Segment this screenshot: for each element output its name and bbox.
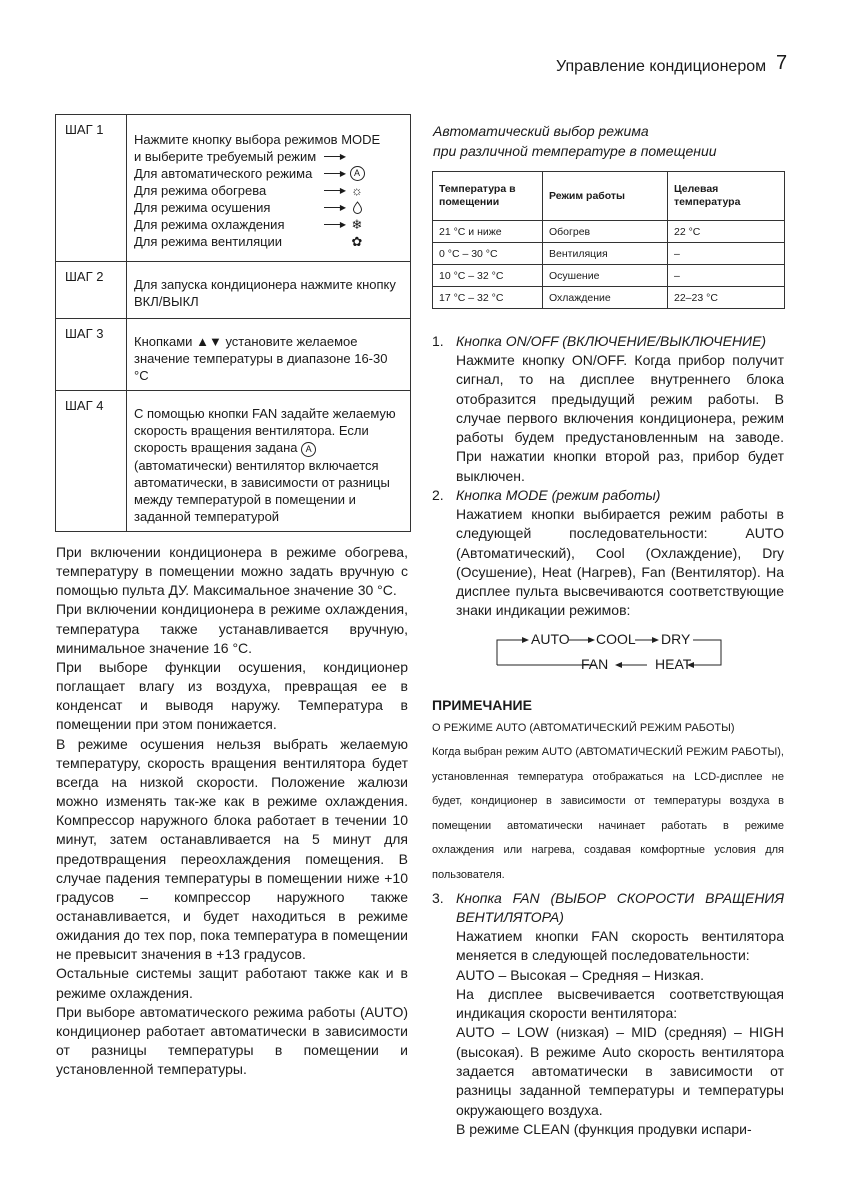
page-header-title: Управление кондиционером (556, 58, 767, 75)
table-cell: Осушение (543, 265, 668, 287)
mode-label: Для режима осушения (134, 200, 271, 215)
snowflake-icon: ❄ (351, 217, 363, 232)
up-arrow-icon: ▲ (196, 334, 209, 349)
mode-label: Для автоматического режима (134, 166, 313, 181)
table-cell: 10 °С – 32 °С (433, 265, 543, 287)
drop-icon (346, 199, 368, 216)
table-cell: 22–23 °С (668, 287, 785, 309)
paragraph: Остальные системы защит работают также как и в режиме охлаждения. (56, 965, 408, 1001)
step-text: и выберите требуемый режим (134, 149, 317, 164)
note-title: ПРИМЕЧАНИЕ (432, 697, 532, 713)
note-body: Когда выбран режим AUTO (АВТОМАТИЧЕСКИЙ РЕЖИМ РАБОТЫ), установленная температура отображаться на LCD-дисплее не будет, кондиционер в зависимости от температуры воздуха в помещении автоматически начинает работать в режиме охлаждения или нагрева, создавая комфортные условия для пользователя. (432, 746, 784, 881)
item-number: 3. (432, 890, 444, 906)
auto-select-title-line: при различной температуре в помещении (433, 143, 717, 159)
mode-label: Для режима вентиляции (134, 234, 283, 249)
mode-sequence-diagram (495, 631, 725, 675)
item-title: Кнопка ON/OFF (ВКЛЮЧЕНИЕ/ВЫКЛЮЧЕНИЕ) (456, 333, 767, 349)
step-label: ШАГ 4 (56, 391, 127, 532)
item-body-line: AUTO – Высокая – Средняя – Низкая. (456, 966, 704, 983)
table-cell: 22 °С (668, 221, 785, 243)
item-number: 2. (432, 487, 444, 503)
page-number: 7 (776, 52, 788, 74)
step-text: (автоматически) вентилятор включается автоматически, в зависимости от разницы между температурой в помещении и заданной температурой (134, 458, 390, 524)
note-subtitle: О РЕЖИМЕ AUTO (АВТОМАТИЧЕСКИЙ РЕЖИМ РАБОТЫ) (432, 722, 735, 734)
mode-list: и выберите требуемый режим ▶ Для автоматического режима ▶ A Для режима обогрева ▶ ☼ Для режима осушения ▶ Для режима охлаждения ▶ ❄ Для режима вентиляции ✿ (134, 148, 404, 250)
mode-auto-label: AUTO (531, 631, 570, 647)
down-arrow-icon: ▼ (208, 334, 222, 349)
table-cell: 0 °С – 30 °С (433, 243, 543, 265)
mode-label: Для режима охлаждения (134, 217, 285, 232)
item-body: Нажмите кнопку ON/OFF. Когда прибор получит сигнал, то на дисплее внутреннего блока отобразится предыдущий режим работы. В случае первого включения кондиционера, режим работы будем предустановленным на заводе. При нажатии кнопки второй раз, прибор будет выключен. (456, 352, 784, 484)
paragraph: При выборе функции осушения, кондиционер поглащает влагу из воздуха, превращая ее в конденсат и выводя наружу. Температура в помещении при этом понижается. (56, 658, 408, 733)
step-label: ШАГ 2 (56, 262, 127, 319)
fan-icon: ✿ (351, 234, 363, 249)
step-label: ШАГ 1 (56, 115, 127, 262)
table-row (433, 243, 785, 265)
sun-icon: ☼ (351, 183, 363, 198)
steps-table (55, 114, 411, 532)
item-body: Нажатием кнопки выбирается режим работы в следующей последовательности: AUTO (Автоматический), Cool (Охлаждение), Dry (Осушение), Heat (Нагрев), Fan (Вентилятор). На дисплее пульта высвечиваются соответствующие знаки индикации режимов: (456, 506, 784, 619)
mode-label: Для режима обогрева (134, 183, 267, 198)
table-cell: Вентиляция (543, 243, 668, 265)
table-cell: – (668, 243, 785, 265)
item-title: Кнопка FAN (ВЫБОР СКОРОСТИ ВРАЩЕНИЯ ВЕНТИЛЯТОРА) (456, 890, 784, 926)
item-body-line: В режиме CLEAN (функция продувки испари- (456, 1120, 752, 1137)
paragraph: При включении кондиционера в режиме охлаждения, температура также устанавливается вручную, минимальное значение 16 °С. (56, 601, 408, 656)
paragraph: При выборе автоматического режима работы (AUTO) кондиционер работает автоматически в зависимости от разницы температуры в помещении и установленной температуры. (56, 1003, 408, 1078)
auto-select-title-line: Автоматический выбор режима (433, 123, 649, 139)
table-cell: Охлаждение (543, 287, 668, 309)
item-body-line: AUTO – LOW (низкая) – MID (средняя) – HIGH (высокая). В режиме Auto скорость вентилятора задается автоматически в зависимости от разницы заданной температуры и температуры окружающего воздуха. (456, 1024, 784, 1118)
table-row (433, 265, 785, 287)
table-cell: – (668, 265, 785, 287)
auto-select-title (433, 121, 717, 161)
item-body-line: Нажатием кнопки FAN скорость вентилятора меняется в следующей последовательности: (456, 928, 784, 964)
step-text: установите желаемое значение температуры в диапазоне 16-30 °С (134, 334, 388, 383)
item-number: 1. (432, 333, 444, 349)
table-header: Целевая температура (668, 172, 785, 221)
step-text: Для запуска кондиционера нажмите кнопку ВКЛ/ВЫКЛ (127, 262, 411, 319)
step-text: С помощью кнопки FAN задайте желаемую скорость вращения вентилятора. Если скорость вращения задана (134, 406, 396, 455)
table-header: Температура в помещении (433, 172, 543, 221)
step-text: Нажмите кнопку выбора режимов MODE (134, 132, 381, 147)
auto-mode-icon: A (350, 166, 365, 181)
item-body-line: На дисплее высвечивается соответствующая индикация скорости вентилятора: (456, 985, 784, 1022)
paragraph: При включении кондиционера в режиме обогрева, температуру в помещении можно задать вручную с помощью пульта ДУ. Максимальное значение 30 °С. (56, 544, 408, 599)
table-cell: 21 °С и ниже (433, 221, 543, 243)
item-title: Кнопка MODE (режим работы) (456, 487, 661, 503)
auto-mode-icon: A (301, 442, 316, 457)
mode-heat-label: HEAT (655, 656, 692, 672)
table-row (433, 221, 785, 243)
paragraph: В режиме осушения нельзя выбрать желаемую температуру, скорость вращения вентилятора будет всегда на низкой скорости. Положение жалюзи можно изменять так-же как в режиме охлаждения. Компрессор наружного блока работает в течении 10 минут, затем останавливается на 5 минут для предотвращения переохлаждения помещения. В случае падения температуры в помещении ниже +10 градусов – компрессор наружного также останавливается, и будет находиться в режиме ожидания до тех пор, пока температура в помещении не превысит значения в +13 градусов. (56, 735, 408, 963)
mode-cool-label: COOL (596, 631, 636, 647)
table-cell: 17 °С – 32 °С (433, 287, 543, 309)
table-header: Режим работы (543, 172, 668, 221)
mode-dry-label: DRY (661, 631, 691, 647)
step-text: Кнопками (134, 334, 193, 349)
step-label: ШАГ 3 (56, 319, 127, 391)
mode-fan-label: FAN (581, 656, 609, 672)
table-cell: Обогрев (543, 221, 668, 243)
table-row (433, 287, 785, 309)
auto-mode-table (432, 171, 785, 309)
item-body (456, 927, 784, 1139)
left-column-text (56, 543, 408, 1079)
